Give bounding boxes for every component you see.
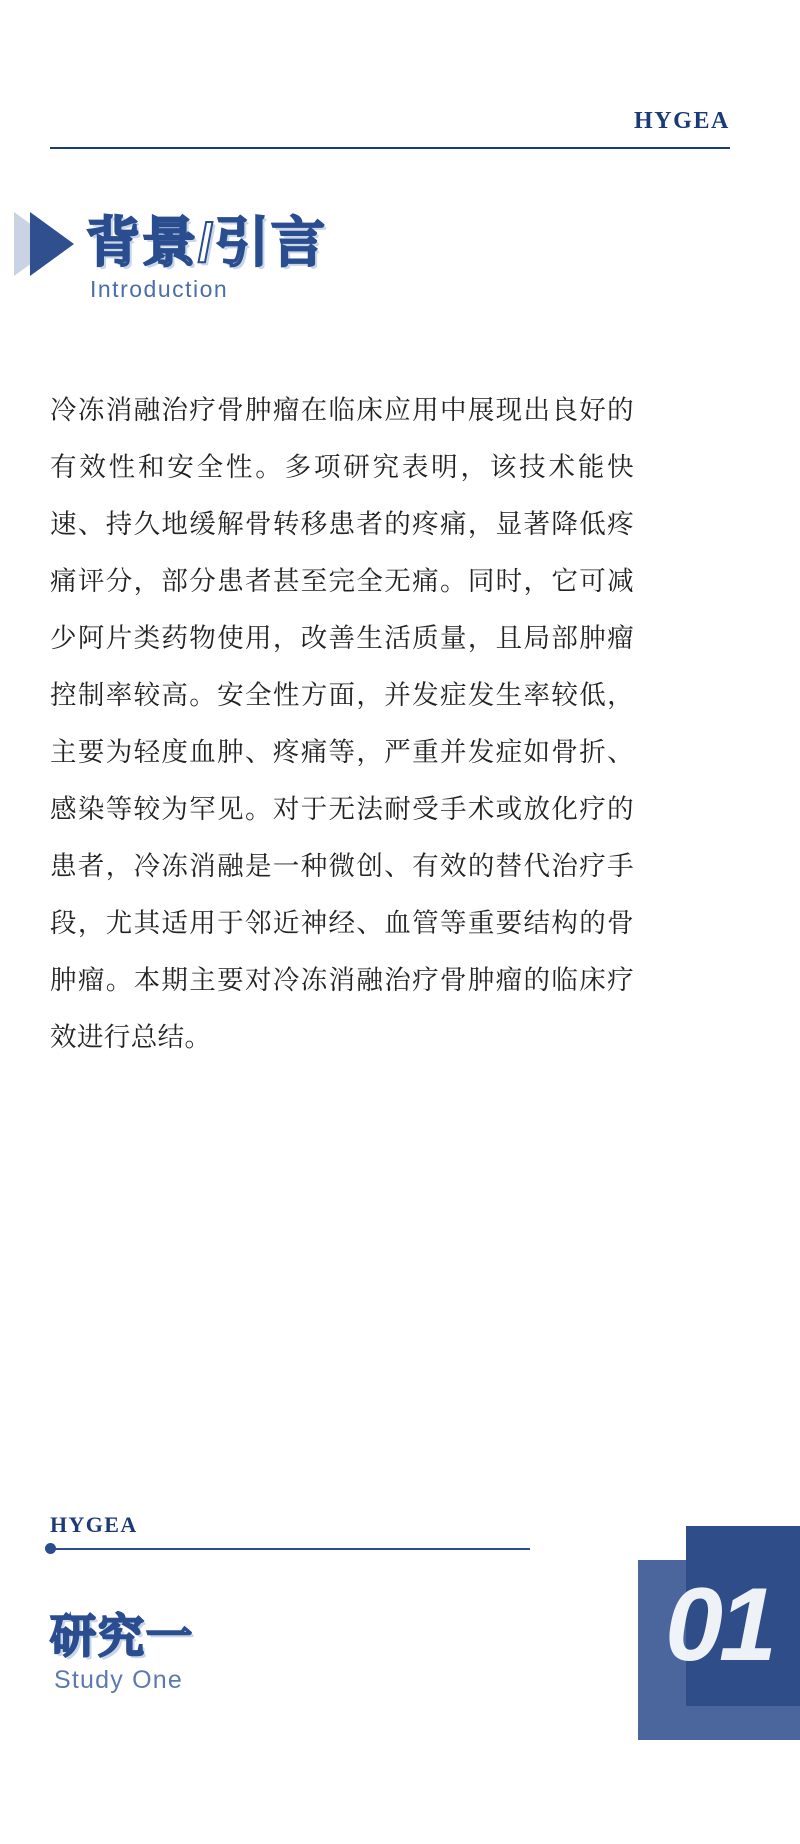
bottom-section-title-block xyxy=(50,1600,470,1730)
section-number: 01 xyxy=(665,1567,773,1683)
footer-brand-logo: HYGEA xyxy=(50,1512,138,1537)
page-header xyxy=(50,108,730,158)
header-brand-logo: HYGEA xyxy=(633,108,730,134)
section-title-en: Introduction xyxy=(90,276,229,302)
decorative-number-block xyxy=(590,1526,800,1740)
body-paragraph: 冷冻消融治疗骨肿瘤在临床应用中展现出良好的有效性和安全性。多项研究表明，该技术能快速、持久地缓解骨转移患者的疼痛，显著降低疼痛评分，部分患者甚至完全无痛。同时，它可减少阿片类药物使用，改善生活质量，且局部肿瘤控制率较高。安全性方面，并发症发生率较低，主要为轻度血肿、疼痛等，严重并发症如骨折、感染等较为罕见。对于无法耐受手术或放化疗的患者，冷冻消融是一种微创、有效的替代治疗手段，尤其适用于邻近神经、血管等重要结构的骨肿瘤。本期主要对冷冻消融治疗骨肿瘤的临床疗效进行总结。 xyxy=(50,395,634,1052)
section-title-block xyxy=(14,200,714,330)
bottom-section-title-en: Study One xyxy=(54,1666,183,1694)
footer-divider xyxy=(50,1548,530,1550)
header-divider xyxy=(50,147,730,149)
arrow-marker-icon xyxy=(14,212,76,276)
section-title-cn: 背景/引言 xyxy=(86,213,328,273)
bottom-section-title-cn: 研究一 xyxy=(50,1610,194,1662)
